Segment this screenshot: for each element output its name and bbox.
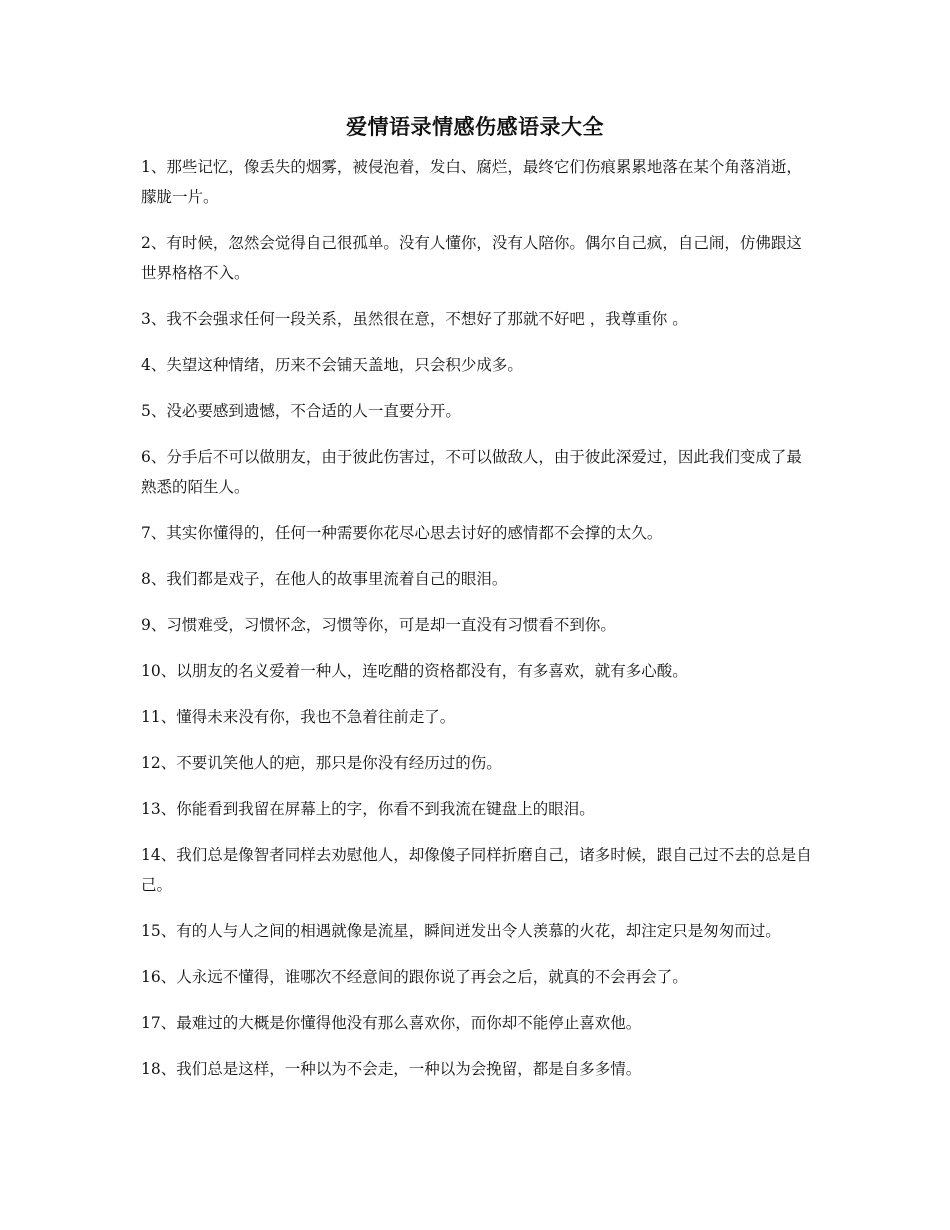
quote-item: 16、人永远不懂得，谁哪次不经意间的跟你说了再会之后，就真的不会再会了。 (141, 968, 688, 986)
quote-item: 8、我们都是戏子，在他人的故事里流着自己的眼泪。 (141, 570, 508, 588)
quote-item: 1、那些记忆，像丢失的烟雾，被侵泡着，发白、腐烂，最终它们伤痕累累地落在某个角落消逝，朦胧一片。 (141, 158, 802, 206)
quote-item: 4、失望这种情绪，历来不会铺天盖地，只会积少成多。 (141, 356, 523, 374)
quote-item: 2、有时候，忽然会觉得自己很孤单。没有人懂你，没有人陪你。偶尔自己疯，自己闹，仿佛跟这世界格格不入。 (141, 234, 802, 282)
quote-item: 9、习惯难受，习惯怀念，习惯等你，可是却一直没有习惯看不到你。 (141, 616, 616, 634)
quote-item: 15、有的人与人之间的相遇就像是流星，瞬间迸发出令人羡慕的火花，却注定只是匆匆而过。 (141, 922, 781, 940)
quote-item: 7、其实你懂得的，任何一种需要你花尽心思去讨好的感情都不会撑的太久。 (141, 524, 663, 542)
quote-item: 3、我不会强求任何一段关系，虽然很在意，不想好了那就不好吧 ，我尊重你 。 (141, 310, 688, 328)
page-title: 爱情语录情感伤感语录大全 (346, 114, 604, 139)
quote-item: 11、懂得未来没有你，我也不急着往前走了。 (141, 708, 456, 726)
quote-item: 13、你能看到我留在屏幕上的字，你看不到我流在键盘上的眼泪。 (141, 800, 595, 818)
quote-item: 12、不要讥笑他人的疤，那只是你没有经历过的伤。 (141, 754, 502, 772)
quote-item: 18、我们总是这样，一种以为不会走，一种以为会挽留，都是自多多情。 (141, 1060, 642, 1078)
quote-item: 10、以朋友的名义爱着一种人，连吃醋的资格都没有，有多喜欢，就有多心酸。 (141, 662, 688, 680)
quote-item: 17、最难过的大概是你懂得他没有那么喜欢你，而你却不能停止喜欢他。 (141, 1014, 642, 1032)
quote-item: 6、分手后不可以做朋友，由于彼此伤害过，不可以做敌人，由于彼此深爱过，因此我们变成了最熟悉的陌生人。 (141, 448, 802, 496)
quote-item: 5、没必要感到遗憾，不合适的人一直要分开。 (141, 402, 461, 420)
quote-list (141, 152, 816, 1100)
quote-item: 14、我们总是像智者同样去劝慰他人，却像傻子同样折磨自己，诸多时候，跟自己过不去的总是自己。 (141, 846, 812, 894)
